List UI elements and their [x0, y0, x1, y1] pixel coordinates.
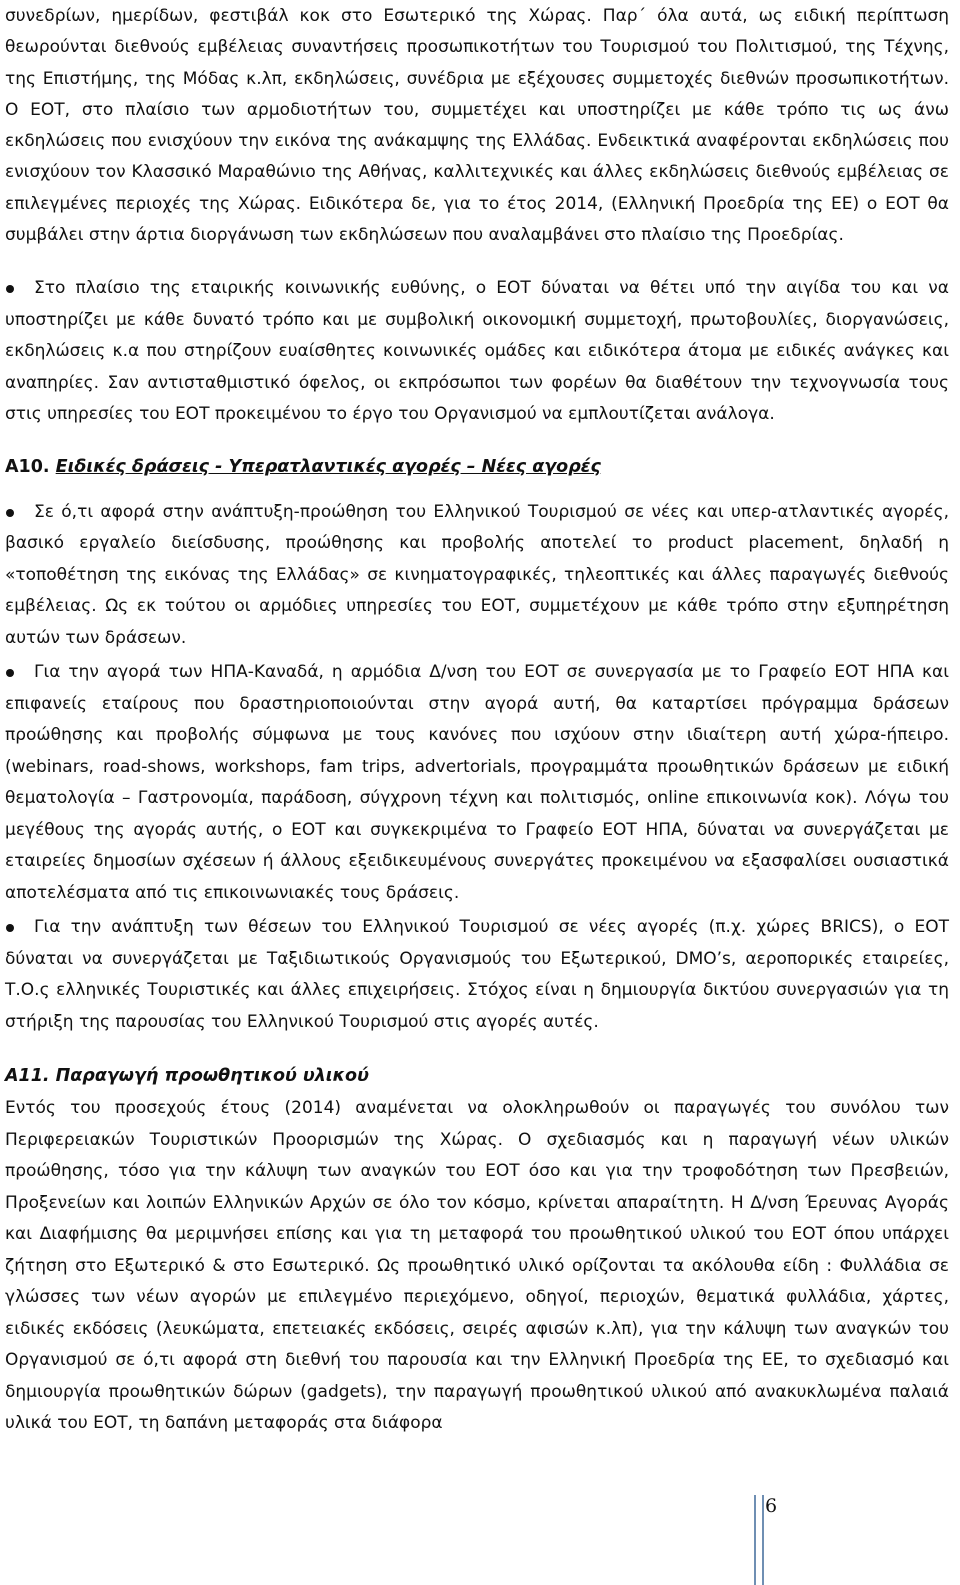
bullet-icon — [6, 509, 14, 517]
section-code: Α11. — [5, 1066, 50, 1087]
page-number: 6 — [765, 1495, 778, 1517]
list-item-text: Σε ό,τι αφορά στην ανάπτυξη-προώθηση του Ελληνικού Τουρισμού σε νέες και υπερ-ατλαντικές αγορές, βασικό εργαλείο διείσδυσης, προώθησης και προβολής αποτελεί το product placement, δηλαδή η «τοποθέτηση της εικόνας της Ελλάδας» σε κινηματογραφικές, τηλεοπτικές και άλλες παραγωγές διεθνούς εμβέλειας. Ως εκ τούτου οι αρμόδιες υπηρεσίες του ΕΟΤ, συμμετέχουν με κάθε τρόπο στην εξυπηρέτηση αυτών των δράσεων. — [5, 501, 949, 648]
section-a11-heading — [5, 1062, 949, 1090]
section-code: Α10. — [5, 456, 50, 477]
list-item-text: Για την ανάπτυξη των θέσεων του Ελληνικού Τουρισμού σε νέες αγορές (π.χ. χώρες BRICS), ο ΕΟΤ δύναται να συνεργάζεται με Ταξιδιωτικούς Οργανισμούς του Εξωτερικού, DMO’s, αεροπορικές εταιρείες, Τ.Ο.ς ελληνικές Τουριστικές και άλλες επιχειρήσεις. Στόχος είναι η δημιουργία δικτύου συνεργασιών για τη στήριξη της παρουσίας του Ελληνικού Τουρισμού στις αγορές αυτές. — [5, 917, 949, 1032]
intro-paragraph: συνεδρίων, ημερίδων, φεστιβάλ κοκ στο Εσωτερικό της Χώρας. Παρ΄ όλα αυτά, ως ειδική περίπτωση θεωρούνται διεθνούς εμβέλειας συναντήσεις προσωπικοτήτων του Τουρισμού του Πολιτισμού, της Τέχνης, της Επιστήμης, της Μόδας κ.λπ, εκδηλώσεις, συνέδρια με εξέχουσες συμμετοχές διεθνών προσωπικοτήτων. Ο ΕΟΤ, στο πλαίσιο των αρμοδιοτήτων του, συμμετέχει και υποστηρίζει με κάθε τρόπο τις ως άνω εκδηλώσεις που ενισχύουν την εικόνα της ανάκαμψης της Ελλάδας. Ενδεικτικά αναφέρονται εκδηλώσεις που ενισχύουν τον Κλασσικό Μαραθώνιο της Αθήνας, καλλιτεχνικές και άλλες εκδηλώσεις διεθνούς εμβέλειας σε επιλεγμένες περιοχές της Χώρας. Ειδικότερα δε, για το έτος 2014, (Ελληνική Προεδρία της ΕΕ) ο ΕΟΤ θα συμβάλει στην άρτια διοργάνωση των εκδηλώσεων που αναλαμβάνει στο πλαίσιο της Προεδρίας. — [5, 6, 949, 246]
footer-divider — [754, 1495, 764, 1585]
list-item-text: Για την αγορά των ΗΠΑ-Καναδά, η αρμόδια Δ/νση του ΕΟΤ σε συνεργασία με το Γραφείο ΕΟΤ ΗΠΑ και επιφανείς εταίρους που δραστηριοποιούνται στην αγορά αυτή, θα καταρτίσει πρόγραμμα δράσεων προώθησης και προβολής σύμφωνα με τους κανόνες που ισχύουν στην ιδιαίτερη αυτή χώρα-ήπειρο. (webinars, road-shows, workshops, fam trips, advertorials, προγραμμάτα προωθητικών δράσεων με ειδική θεματολογία – Γαστρονομία, παράδοση, σύγχρονη τέχνη και πολιτισμός, online επικοινωνία κοκ). Λόγω του μεγέθους της αγοράς αυτής, ο ΕΟΤ και συγκεκριμένα το Γραφείο ΕΟΤ ΗΠΑ, δύναται να συνεργάζεται με εταιρείες δημοσίων σχέσεων ή άλλους εξειδικευμένους συνεργάτες προκειμένου να εξασφαλίσει ουσιαστικά αποτελέσματα από τις επικοινωνιακές τους δράσεις. — [5, 662, 949, 903]
list-item — [5, 657, 949, 909]
section-a11-body: Εντός του προσεχούς έτους (2014) αναμένεται να ολοκληρωθούν οι παραγωγές του συνόλου των Περιφερειακών Τουριστικών Προορισμών της Χώρας. Ο σχεδιασμός και η παραγωγή νέων υλικών προώθησης, τόσο για την κάλυψη των αναγκών του ΕΟΤ όσο και για την τροφοδότηση των Πρεσβειών, Προξενείων και λοιπών Ελληνικών Αρχών σε όλο τον κόσμο, κρίνεται απαραίτητη. Η Δ/νση Έρευνας Αγοράς και Διαφήμισης θα μεριμνήσει επίσης και για τη μεταφορά του προωθητικού υλικού του ΕΟΤ όπου υπάρχει ζήτηση στο Εξωτερικό & στο Εσωτερικό. Ως προωθητικό υλικό ορίζονται τα ακόλουθα είδη : Φυλλάδια σε γλώσσες των νέων αγορών με επιλεγμένο περιεχόμενο, οδηγοί, περιοχών, θεματικά φυλλάδια, χάρτες, ειδικές εκδόσεις (λευκώματα, επετειακές εκδόσεις, σειρές αφισών κ.λπ), για την κάλυψη των αναγκών του Οργανισμού σε ό,τι αφορά στη διεθνή του παρουσία και την Ελληνική Προεδρία της ΕΕ, το σχεδιασμό και δημιουργία προωθητικών δώρων (gadgets), την παραγωγή προωθητικού υλικού από ανακυκλωμένα παλαιά υλικά του ΕΟΤ, τη δαπάνη μεταφοράς στα διάφορα — [5, 1098, 949, 1434]
section-title: Ειδικές δράσεις - Υπερατλαντικές αγορές – Νέες αγορές — [55, 456, 601, 477]
document-page — [5, 0, 949, 1440]
section-title: Παραγωγή προωθητικού υλικού — [55, 1066, 369, 1087]
list-item — [5, 912, 949, 1038]
section-a10-heading — [5, 453, 949, 481]
list-item — [5, 497, 949, 655]
list-item-text: Στο πλαίσιο της εταιρικής κοινωνικής ευθύνης, ο ΕΟΤ δύναται να θέτει υπό την αιγίδα του και να υποστηρίζει με κάθε δυνατό τρόπο και με συμβολική οικονομική συμμετοχή, πρωτοβουλίες, διοργανώσεις, εκδηλώσεις κ.α που στηρίζουν ευαίσθητες κοινωνικές ομάδες και ειδικότερα άτομα με ειδικές ανάγκες και αναπηρίες. Σαν αντισταθμιστικό όφελος, οι εκπρόσωποι των φορέων θα διαθέτουν την τεχνογνωσία τους στις υπηρεσίες του ΕΟΤ προκειμένου το έργο του Οργανισμού να εμπλουτίζεται ανάλογα. — [5, 278, 949, 425]
list-item-csr — [5, 273, 949, 431]
